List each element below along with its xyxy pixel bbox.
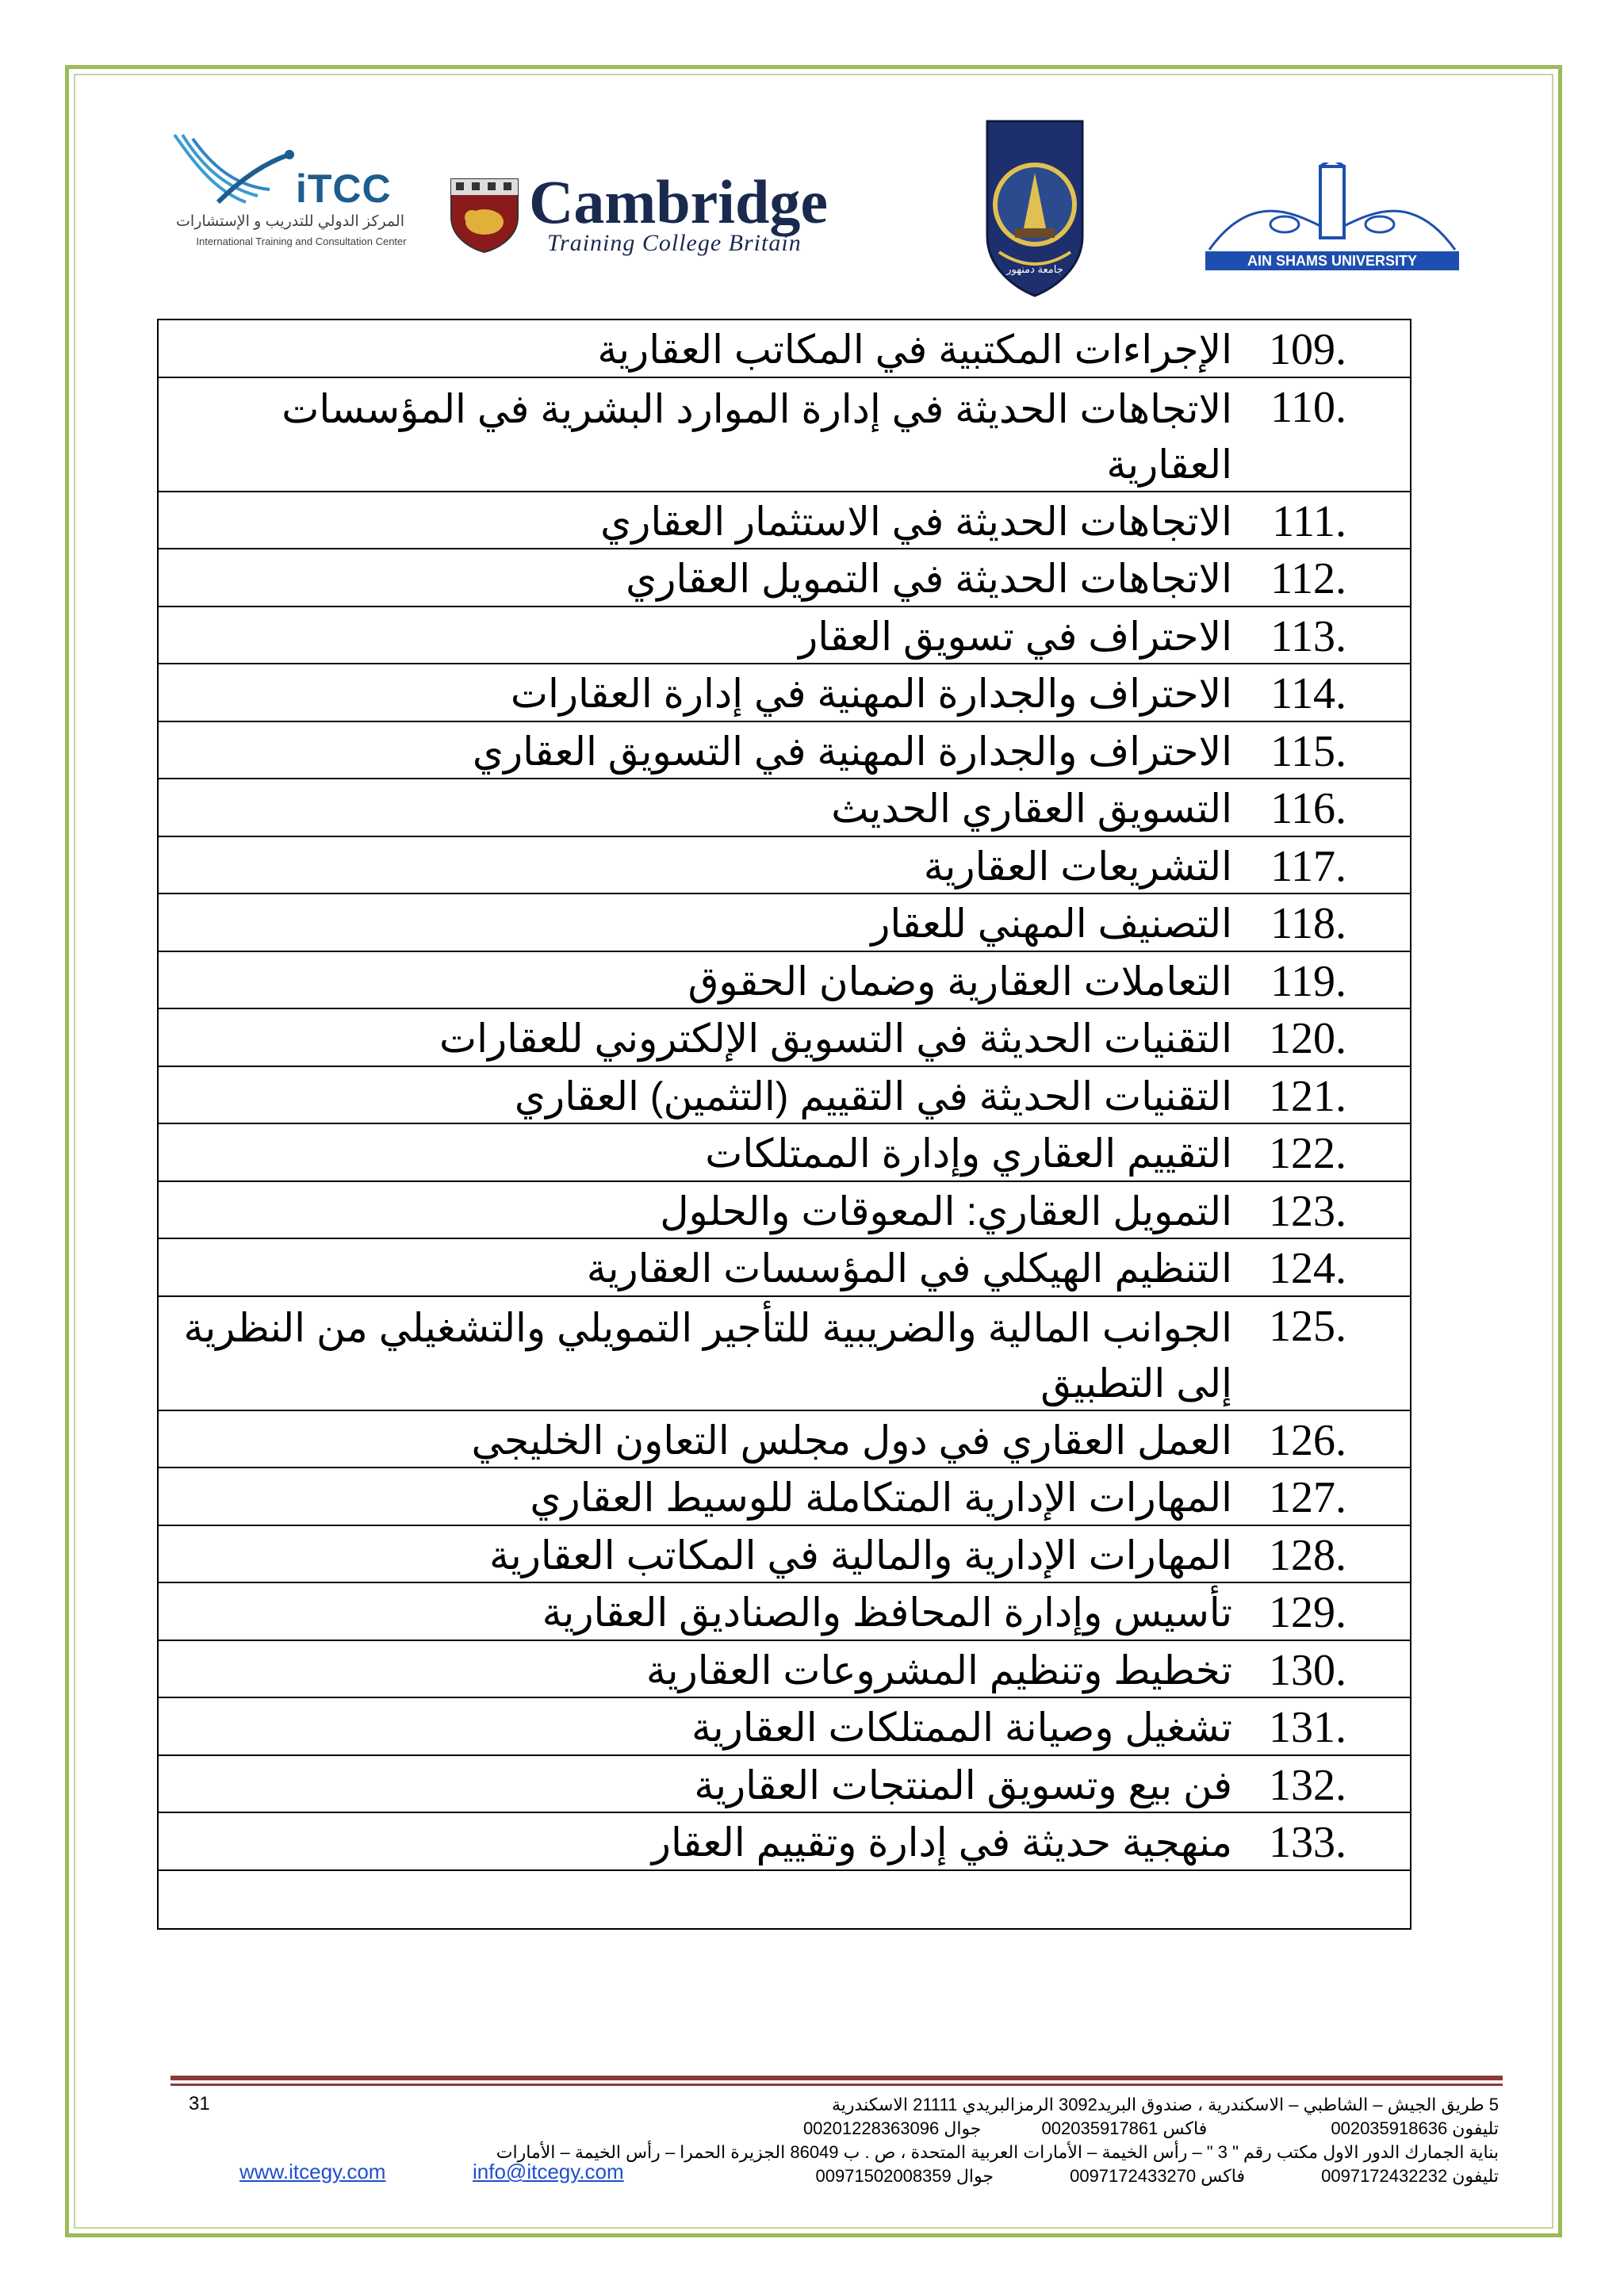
item-number: 121. bbox=[1269, 1071, 1346, 1121]
item-number: 127. bbox=[1269, 1473, 1346, 1522]
item-title: الاحتراف في تسويق العقار bbox=[799, 614, 1232, 659]
item-title: الإجراءات المكتبية في المكاتب العقارية bbox=[597, 327, 1232, 372]
mobile-uae: جوال 00971502008359 bbox=[815, 2166, 994, 2186]
item-title: التنظيم الهيكلي في المؤسسات العقارية bbox=[586, 1246, 1232, 1291]
table-row bbox=[159, 1182, 1410, 1240]
footer-address-uae: بناية الجمارك الدور الاول مكتب رقم " 3 " – رأس الخيمة – الأمارات العربية المتحدة ، ص . ب 86049 الجزيرة الحمرا – رأس الخيمة – الأمارات bbox=[496, 2142, 1499, 2162]
table-row bbox=[159, 1641, 1410, 1699]
footer-contacts-egypt bbox=[428, 2117, 1499, 2141]
item-title: الجوانب المالية والضريبية للتأجير التمويلي والتشغيلي من النظرية إلى التطبيق bbox=[183, 1305, 1232, 1406]
table-row bbox=[159, 837, 1410, 895]
item-number: 119. bbox=[1270, 956, 1346, 1006]
table-row-empty bbox=[159, 1871, 1410, 1928]
item-number: 123. bbox=[1269, 1186, 1346, 1236]
item-number: 118. bbox=[1270, 899, 1346, 948]
itcc-arabic-name: المركز الدولي للتدريب و الإستشارات bbox=[176, 213, 404, 230]
footer-address-egypt: 5 طريق الجيش – الشاطبي – الاسكندرية ، صندوق البريد3092 الرمزالبريدي 21111 الاسكندرية bbox=[831, 2095, 1499, 2114]
ain-shams-logo bbox=[1201, 163, 1463, 274]
item-title: التقييم العقاري وإدارة الممتلكات bbox=[705, 1131, 1232, 1176]
phone-uae: تليفون 0097172432232 bbox=[1321, 2166, 1499, 2186]
table-row bbox=[159, 1297, 1410, 1411]
item-title: تشغيل وصيانة الممتلكات العقارية bbox=[691, 1705, 1232, 1750]
cambridge-subtitle: Training College Britain bbox=[547, 230, 802, 256]
item-number: 111. bbox=[1272, 496, 1346, 546]
item-title: التقنيات الحديثة في التسويق الإلكتروني للعقارات bbox=[439, 1016, 1232, 1061]
item-number: 113. bbox=[1270, 611, 1346, 661]
item-title: الاتجاهات الحديثة في التمويل العقاري bbox=[626, 557, 1232, 601]
damanhour-university-logo bbox=[983, 117, 1086, 300]
page-number: 31 bbox=[189, 2093, 210, 2114]
item-number: 131. bbox=[1269, 1703, 1346, 1752]
item-number: 125. bbox=[1269, 1301, 1346, 1351]
table-row bbox=[159, 1698, 1410, 1756]
table-row bbox=[159, 1124, 1410, 1182]
website-link[interactable]: www.itcegy.com bbox=[239, 2160, 386, 2183]
item-number: 130. bbox=[1269, 1645, 1346, 1695]
item-number: 128. bbox=[1269, 1530, 1346, 1580]
item-number: 129. bbox=[1269, 1588, 1346, 1637]
table-row bbox=[159, 894, 1410, 952]
item-title: الاحتراف والجدارة المهنية في إدارة العقارات bbox=[510, 672, 1232, 716]
table-row bbox=[159, 1813, 1410, 1871]
email-link[interactable]: info@itcegy.com bbox=[473, 2160, 624, 2183]
fax-egypt: فاكس 002035917861 bbox=[1041, 2118, 1208, 2138]
item-number: 132. bbox=[1269, 1760, 1346, 1810]
cambridge-logo bbox=[448, 166, 860, 262]
table-row bbox=[159, 779, 1410, 837]
fax-uae: فاكس 0097172433270 bbox=[1070, 2166, 1245, 2186]
item-title: التسويق العقاري الحديث bbox=[831, 786, 1232, 831]
item-number: 110. bbox=[1270, 382, 1346, 432]
table-row bbox=[159, 1756, 1410, 1814]
item-title: التعاملات العقارية وضمان الحقوق bbox=[688, 959, 1232, 1004]
table-row bbox=[159, 1067, 1410, 1125]
table-row bbox=[159, 1009, 1410, 1067]
table-row bbox=[159, 1468, 1410, 1526]
item-number: 122. bbox=[1269, 1129, 1346, 1178]
item-number: 120. bbox=[1269, 1014, 1346, 1063]
item-title: العمل العقاري في دول مجلس التعاون الخليجي bbox=[471, 1418, 1232, 1463]
ain-shams-label: AIN SHAMS UNIVERSITY bbox=[1247, 253, 1418, 269]
item-title: الاتجاهات الحديثة في الاستثمار العقاري bbox=[600, 499, 1232, 544]
table-row bbox=[159, 722, 1410, 780]
item-title: الاتجاهات الحديثة في إدارة الموارد البشرية في المؤسسات العقارية bbox=[282, 386, 1232, 487]
item-title: المهارات الإدارية المتكاملة للوسيط العقاري bbox=[530, 1475, 1232, 1520]
item-title: التشريعات العقارية bbox=[923, 844, 1232, 889]
item-number: 133. bbox=[1269, 1818, 1346, 1867]
itcc-swoosh-icon bbox=[170, 131, 297, 218]
table-row bbox=[159, 664, 1410, 722]
item-title: التقنيات الحديثة في التقييم (التثمين) العقاري bbox=[514, 1073, 1232, 1119]
footer-divider bbox=[170, 2076, 1503, 2080]
item-title: الاحتراف والجدارة المهنية في التسويق العقاري bbox=[472, 729, 1232, 774]
item-title: المهارات الإدارية والمالية في المكاتب العقارية bbox=[489, 1533, 1232, 1578]
mobile-egypt: جوال 00201228363096 bbox=[802, 2118, 982, 2138]
courses-table bbox=[157, 319, 1411, 1930]
lion-shield-icon bbox=[448, 176, 521, 254]
table-row bbox=[159, 607, 1410, 665]
table-row bbox=[159, 952, 1410, 1010]
item-title: التمويل العقاري: المعوقات والحلول bbox=[660, 1188, 1232, 1234]
table-row bbox=[159, 378, 1410, 492]
itcc-logo bbox=[170, 131, 408, 258]
item-title: التصنيف المهني للعقار bbox=[871, 901, 1232, 946]
footer-divider-thin bbox=[170, 2084, 1503, 2086]
phone-egypt: تليفون 002035918636 bbox=[1331, 2118, 1499, 2138]
item-number: 112. bbox=[1270, 554, 1346, 603]
table-row bbox=[159, 320, 1410, 378]
item-title: منهجية حديثة في إدارة وتقييم العقار bbox=[651, 1820, 1232, 1865]
item-number: 126. bbox=[1269, 1415, 1346, 1465]
item-number: 114. bbox=[1270, 669, 1346, 718]
table-row bbox=[159, 1526, 1410, 1584]
item-number: 117. bbox=[1270, 841, 1346, 891]
item-number: 109. bbox=[1269, 325, 1346, 374]
table-row bbox=[159, 1239, 1410, 1297]
table-row bbox=[159, 1411, 1410, 1469]
table-row bbox=[159, 1583, 1410, 1641]
item-number: 124. bbox=[1269, 1244, 1346, 1293]
table-row bbox=[159, 492, 1410, 550]
item-title: فن بيع وتسويق المنتجات العقارية bbox=[694, 1762, 1232, 1808]
item-number: 116. bbox=[1270, 784, 1346, 833]
cambridge-title: Cambridge bbox=[529, 167, 828, 236]
item-title: تخطيط وتنظيم المشروعات العقارية bbox=[645, 1647, 1232, 1693]
damanhour-label: جامعة دمنهور bbox=[1006, 263, 1063, 275]
itcc-english-name: International Training and Consultation Center bbox=[196, 235, 407, 247]
itcc-brand: iTCC bbox=[296, 166, 392, 211]
table-row bbox=[159, 549, 1410, 607]
item-number: 115. bbox=[1270, 726, 1346, 776]
item-title: تأسيس وإدارة المحافظ والصناديق العقارية bbox=[542, 1590, 1232, 1635]
